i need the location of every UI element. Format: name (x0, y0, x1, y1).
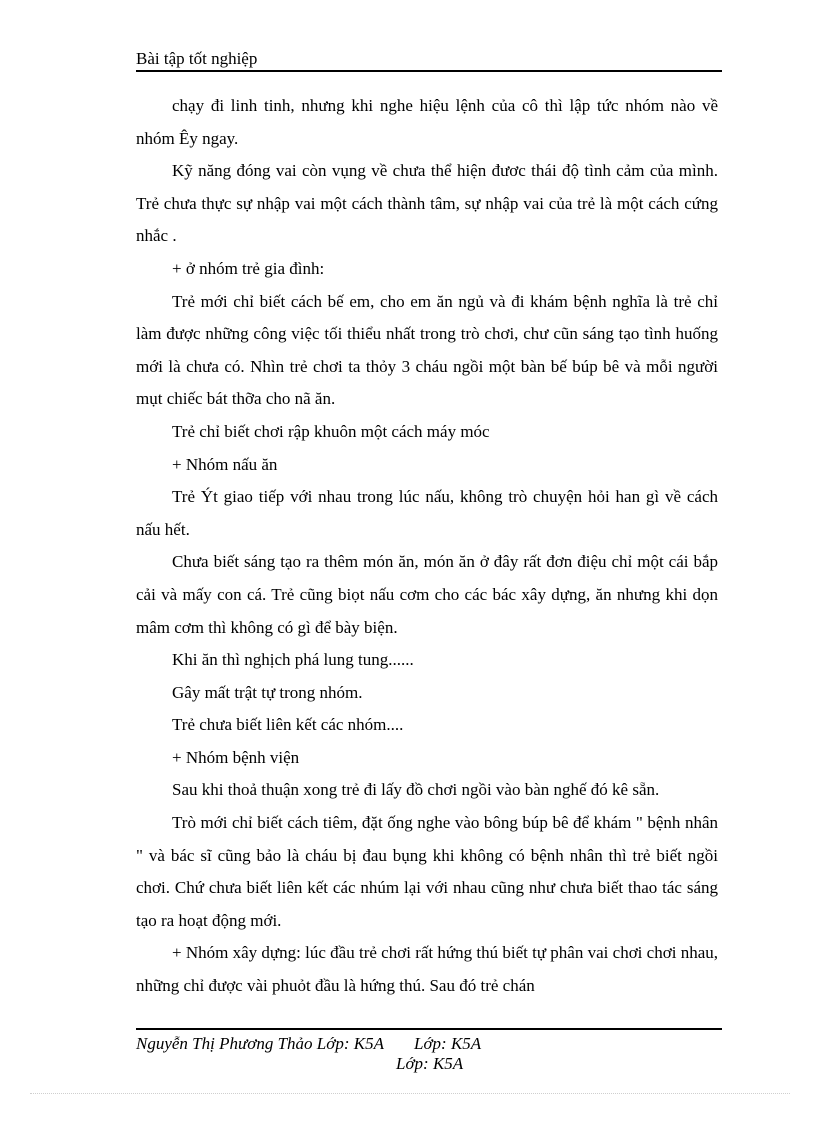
paragraph: Khi ăn thì nghịch phá lung tung...... (172, 650, 414, 670)
paragraph: Trẻ chưa biết liên kết các nhóm.... (172, 715, 404, 735)
document-body (136, 90, 718, 1003)
paragraph: Gây mất trật tự trong nhóm. (172, 682, 363, 702)
paragraph: Chưa biết sáng tạo ra thêm món ăn, món ăn ở đây rất đơn điệu chỉ một cái bắp cải và mấy con cá. Trẻ cũng biọt nấu cơm cho các bác xây dựng, ăn nhưng khi dọn mâm cơm thì không có gì để bày biện. (136, 552, 718, 637)
paragraph: + Nhóm bệnh viện (172, 747, 300, 767)
footer-class-overlap: Lớp: K5A (414, 1034, 482, 1053)
paragraph: Trò mới chỉ biết cách tiêm, đặt ống nghe vào bông búp bê để khám " bệnh nhân " và bác sĩ cũng bảo là cháu bị đau bụng khi không có bệnh nhân thì trẻ biết ngồi chơi. Chứ chưa biết liên kết các nhúm lại với nhau cũng như chưa biết thao tác sáng tạo ra hoạt động mới. (136, 813, 718, 930)
footer-divider (136, 1028, 722, 1030)
paragraph: Trẻ mới chỉ biết cách bế em, cho em ăn ngủ và đi khám bệnh nghĩa là trẻ chỉ làm được những công việc tối thiểu nhất trong trò chơi, chư cũn sáng tạo tình huống mới là chưa có. Nhìn trẻ chơi ta thỏy 3 cháu ngồi một bàn bế búp bê và mỗi người mụt chiếc bát thỡa cho nã ăn. (136, 291, 718, 409)
page-boundary (30, 1093, 790, 1094)
footer-author: Nguyễn Thị Phương Thảo Lớp: K5A (136, 1034, 384, 1053)
paragraph: + Nhóm nấu ăn (172, 454, 278, 474)
paragraph: Sau khi thoả thuận xong trẻ đi lấy đồ chơi ngồi vào bàn nghế đó kê sẵn. (172, 780, 660, 800)
paragraph: Kỹ năng đóng vai còn vụng về chưa thể hiện đươc thái độ tình cảm của mình. Trẻ chưa thực sự nhập vai một cách thành tâm, sự nhập vai của trẻ là một cách cứng nhắc . (136, 161, 718, 246)
footer-class: Lớp: K5A (396, 1054, 464, 1073)
header-divider (136, 70, 722, 72)
paragraph: + ở nhóm trẻ gia đình: (172, 258, 325, 278)
paragraph: chạy đi linh tinh, nhưng khi nghe hiệu lệnh của cô thì lập tức nhóm nào về nhóm Êy ngay. (136, 96, 718, 148)
paragraph: Trẻ chỉ biết chơi rập khuôn một cách máy móc (172, 421, 490, 441)
page-header-title: Bài tập tốt nghiệp (136, 49, 258, 68)
paragraph: Trẻ Ýt giao tiếp với nhau trong lúc nấu, không trò chuyện hỏi han gì về cách nấu hết. (136, 487, 718, 539)
paragraph: + Nhóm xây dựng: lúc đầu trẻ chơi rất hứng thú biết tự phân vai chơi chơi nhau, những chỉ được vài phuỏt đầu là hứng thú. Sau đó trẻ chán (136, 943, 718, 996)
